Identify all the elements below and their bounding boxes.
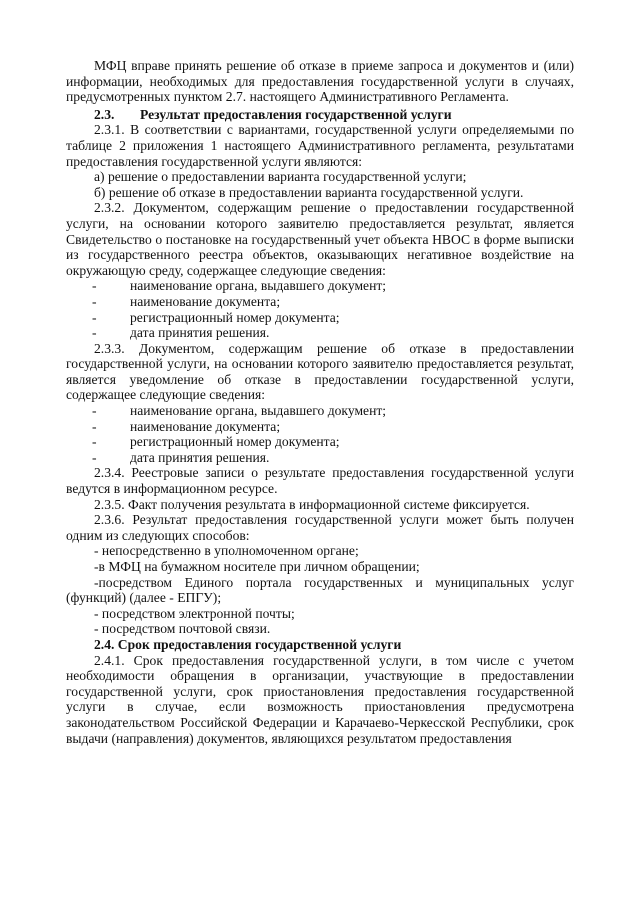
result-item-b: б) решение об отказе в предоставлении варианта государственной услуги. [94, 184, 524, 200]
details-list-2 [66, 403, 574, 465]
way-item: - посредством почтовой связи. [94, 621, 271, 637]
section-number: 2.3. [94, 106, 115, 122]
list-item: - наименование документа; [66, 419, 574, 435]
list-item: - дата принятия решения. [66, 450, 574, 466]
list-item: - наименование документа; [66, 294, 574, 310]
way-item: -в МФЦ на бумажном носителе при личном обращении; [94, 559, 420, 574]
section-heading-2-4: 2.4. Срок предоставления государственной услуги [94, 636, 402, 652]
details-list-1 [66, 278, 574, 340]
list-item: - регистрационный номер документа; [66, 434, 574, 450]
paragraph-2-3-5: 2.3.5. Факт получения результата в информационной системе фиксируется. [94, 496, 530, 512]
paragraph-2-3-2: 2.3.2. Документом, содержащим решение о предоставлении государственной услуги, на основании которого заявителю предоставляется результат, является Свидетельство о постановке на государственный учет объекта НВОС в форме выписки из государственного реестра объектов, оказывающих негативное воздействие на окружающую среду, содержащее следующие сведения: [66, 200, 574, 278]
paragraph-2-3-3: 2.3.3. Документом, содержащим решение об отказе в предоставлении государственной услуги, на основании которого заявителю предоставляется результат, является уведомление об отказе в предоставлении государственной услуги, содержащее следующие сведения: [66, 340, 574, 403]
list-item: - регистрационный номер документа; [66, 310, 574, 326]
way-item: -посредством Единого портала государственных и муниципальных услуг (функций) (далее - ЕПГУ); [66, 574, 574, 606]
section-heading-2-3 [66, 107, 574, 123]
result-item-a: а) решение о предоставлении варианта государственной услуги; [94, 169, 467, 185]
paragraph-2-3-1: 2.3.1. В соответствии с вариантами, государственной услуги определяемыми по таблице 2 приложения 1 настоящего Административного регламента, результатами предоставления государственной услуги являются: [66, 122, 574, 169]
paragraph-2-3-4: 2.3.4. Реестровые записи о результате предоставления государственной услуги ведутся в информационном ресурсе. [66, 465, 574, 497]
list-item: - дата принятия решения. [66, 325, 574, 341]
list-item: - наименование органа, выдавшего документ; [66, 278, 574, 294]
section-title: Результат предоставления государственной услуги [140, 106, 452, 122]
way-item: - непосредственно в уполномоченном органе; [94, 543, 359, 559]
intro-paragraph: МФЦ вправе принять решение об отказе в приеме запроса и документов и (или) информации, необходимых для предоставления государственной услуги в случаях, предусмотренных пунктом 2.7. настоящего Административного Регламента. [66, 58, 574, 105]
list-item: - наименование органа, выдавшего документ; [66, 403, 574, 419]
paragraph-2-4-1: 2.4.1. Срок предоставления государственной услуги, в том числе с учетом необходимости обращения в организации, участвующие в предоставлении государственной услуги, срок приостановления предоставления государственной услуги в случае, если возможность приостановления предусмотрена законодательством Российской Федерации и Карачаево-Черкесской Республики, срок выдачи (направления) документов, являющихся результатом предоставления [66, 652, 574, 746]
way-item: - посредством электронной почты; [94, 605, 295, 621]
paragraph-2-3-6: 2.3.6. Результат предоставления государственной услуги может быть получен одним из следующих способов: [66, 512, 574, 543]
